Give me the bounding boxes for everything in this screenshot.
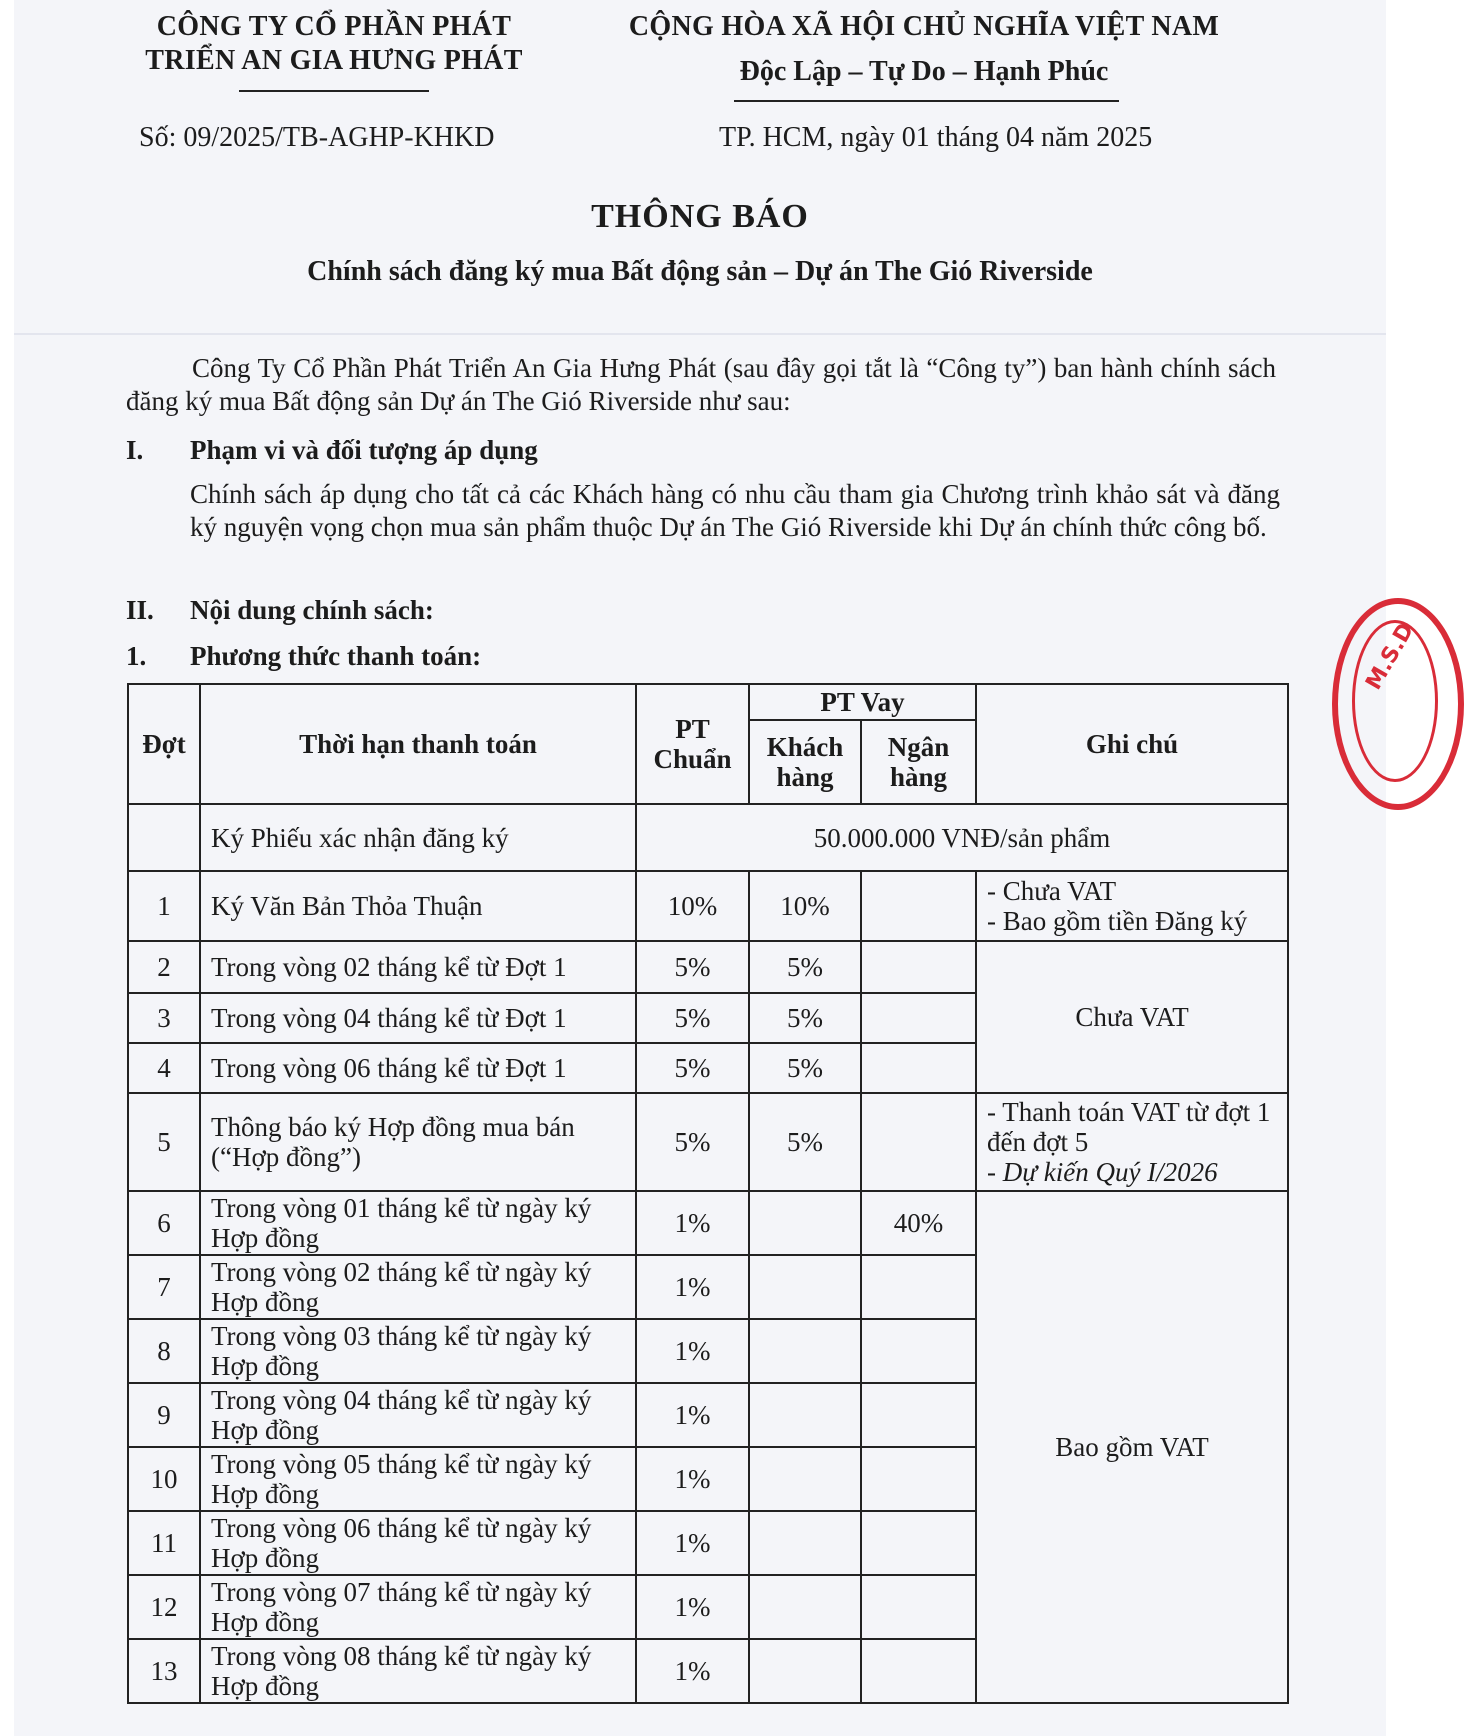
document-page bbox=[14, 0, 1420, 1736]
company-name bbox=[114, 10, 554, 78]
header-pt-vay: PT Vay bbox=[749, 684, 976, 720]
row-khach-hang bbox=[749, 1639, 861, 1703]
row-pt-chuan: 1% bbox=[636, 1255, 749, 1319]
row-pt-chuan: 5% bbox=[636, 1093, 749, 1191]
row-dot: 5 bbox=[128, 1093, 200, 1191]
nation-title: CỘNG HÒA XÃ HỘI CHỦ NGHĨA VIỆT NAM bbox=[628, 11, 1220, 42]
note-rows-2-4: Chưa VAT bbox=[976, 941, 1288, 1093]
row-pt-chuan: 1% bbox=[636, 1319, 749, 1383]
row-dot: 13 bbox=[128, 1639, 200, 1703]
table-row bbox=[128, 1093, 1288, 1191]
intro-paragraph: Công Ty Cổ Phần Phát Triển An Gia Hưng Phát (sau đây gọi tắt là “Công ty”) ban hành chính sách đăng ký mua Bất động sản Dự án The Gió Riverside như sau: bbox=[126, 353, 1276, 416]
row-khach-hang: 5% bbox=[749, 941, 861, 993]
header-ghi-chu: Ghi chú bbox=[976, 684, 1288, 804]
row-desc: Trong vòng 02 tháng kể từ Đợt 1 bbox=[200, 941, 636, 993]
row-dot: 6 bbox=[128, 1191, 200, 1255]
national-motto: Độc Lập – Tự Do – Hạnh Phúc bbox=[739, 56, 1109, 87]
row-dot: 3 bbox=[128, 993, 200, 1043]
row-desc: Trong vòng 01 tháng kể từ ngày ký Hợp đồng bbox=[200, 1191, 636, 1255]
row-khach-hang: 5% bbox=[749, 1093, 861, 1191]
row-desc: Trong vòng 03 tháng kể từ ngày ký Hợp đồng bbox=[200, 1319, 636, 1383]
row-ngan-hang bbox=[861, 871, 976, 941]
header-khach-hang: Khách hàng bbox=[749, 720, 861, 804]
seal-text: M.S.D bbox=[1361, 618, 1420, 695]
row-desc: Trong vòng 04 tháng kể từ Đợt 1 bbox=[200, 993, 636, 1043]
row-desc: Trong vòng 07 tháng kể từ ngày ký Hợp đồng bbox=[200, 1575, 636, 1639]
row-khach-hang bbox=[749, 1511, 861, 1575]
row-desc: Thông báo ký Hợp đồng mua bán (“Hợp đồng”) bbox=[200, 1093, 636, 1191]
row-ngan-hang bbox=[861, 1319, 976, 1383]
section-1-body: Chính sách áp dụng cho tất cả các Khách hàng có nhu cầu tham gia Chương trình khảo sát và đăng ký nguyện vọng chọn mua sản phẩm thuộc Dự án The Gió Riverside khi Dự án chính thức công bố. bbox=[190, 479, 1280, 542]
row-ngan-hang bbox=[861, 993, 976, 1043]
row-desc: Trong vòng 02 tháng kể từ ngày ký Hợp đồng bbox=[200, 1255, 636, 1319]
company-seal-stamp bbox=[1332, 598, 1464, 810]
note-bao-gom-dang-ky: - Bao gồm tiền Đăng ký bbox=[987, 906, 1248, 936]
row-pt-chuan: 1% bbox=[636, 1191, 749, 1255]
row-desc: Trong vòng 04 tháng kể từ ngày ký Hợp đồng bbox=[200, 1383, 636, 1447]
document-date: TP. HCM, ngày 01 tháng 04 năm 2025 bbox=[719, 122, 1153, 153]
header-pt-chuan: PT Chuẩn bbox=[636, 684, 749, 804]
table-header-row bbox=[128, 684, 1288, 720]
header-ngan-hang: Ngân hàng bbox=[861, 720, 976, 804]
row-khach-hang bbox=[749, 1319, 861, 1383]
note-chua-vat: - Chưa VAT bbox=[987, 876, 1117, 906]
row-desc: Trong vòng 05 tháng kể từ ngày ký Hợp đồng bbox=[200, 1447, 636, 1511]
row-khach-hang bbox=[749, 1575, 861, 1639]
deposit-amount: 50.000.000 VNĐ/sản phẩm bbox=[636, 804, 1288, 871]
row-ngan-hang bbox=[861, 1639, 976, 1703]
row-pt-chuan: 5% bbox=[636, 993, 749, 1043]
company-underline bbox=[239, 90, 429, 92]
row-ngan-hang bbox=[861, 1511, 976, 1575]
row-khach-hang bbox=[749, 1255, 861, 1319]
company-name-line1: CÔNG TY CỔ PHẦN PHÁT bbox=[156, 11, 512, 42]
section-1-number: I. bbox=[126, 435, 144, 465]
section-2-heading: Nội dung chính sách: bbox=[190, 595, 434, 625]
row-pt-chuan: 1% bbox=[636, 1639, 749, 1703]
row-dot: 4 bbox=[128, 1043, 200, 1093]
document-number: Số: 09/2025/TB-AGHP-KHKD bbox=[139, 122, 495, 153]
header-dot: Đợt bbox=[128, 684, 200, 804]
deposit-label: Ký Phiếu xác nhận đăng ký bbox=[200, 804, 636, 871]
table-row bbox=[128, 1191, 1288, 1255]
row-dot: 9 bbox=[128, 1383, 200, 1447]
row-note bbox=[976, 871, 1288, 941]
row-ngan-hang bbox=[861, 1447, 976, 1511]
note-rows-6-13: Bao gồm VAT bbox=[976, 1191, 1288, 1703]
row-dot: 10 bbox=[128, 1447, 200, 1511]
document-title: THÔNG BÁO bbox=[591, 198, 809, 235]
row-pt-chuan: 5% bbox=[636, 941, 749, 993]
note-du-kien: - Dự kiến Quý I/2026 bbox=[987, 1157, 1218, 1187]
note-thanh-toan-vat: - Thanh toán VAT từ đợt 1 đến đợt 5 bbox=[987, 1097, 1271, 1157]
row-pt-chuan: 5% bbox=[636, 1043, 749, 1093]
row-desc: Trong vòng 06 tháng kể từ Đợt 1 bbox=[200, 1043, 636, 1093]
section-2-1-number: 1. bbox=[126, 641, 147, 671]
row-desc: Trong vòng 08 tháng kể từ ngày ký Hợp đồng bbox=[200, 1639, 636, 1703]
row-khach-hang: 5% bbox=[749, 993, 861, 1043]
row-desc: Ký Văn Bản Thỏa Thuận bbox=[200, 871, 636, 941]
row-khach-hang: 10% bbox=[749, 871, 861, 941]
table-row bbox=[128, 941, 1288, 993]
row-ngan-hang bbox=[861, 1093, 976, 1191]
section-2-1-heading: Phương thức thanh toán: bbox=[190, 641, 482, 671]
row-ngan-hang bbox=[861, 1575, 976, 1639]
row-dot: 12 bbox=[128, 1575, 200, 1639]
row-pt-chuan: 1% bbox=[636, 1383, 749, 1447]
page-fold-line bbox=[14, 333, 1386, 335]
payment-schedule-table bbox=[127, 683, 1289, 1704]
row-khach-hang bbox=[749, 1447, 861, 1511]
row-dot: 8 bbox=[128, 1319, 200, 1383]
row-pt-chuan: 1% bbox=[636, 1511, 749, 1575]
row-ngan-hang bbox=[861, 941, 976, 993]
document-subtitle: Chính sách đăng ký mua Bất động sản – Dự án The Gió Riverside bbox=[307, 256, 1093, 287]
row-dot: 7 bbox=[128, 1255, 200, 1319]
row-ngan-hang bbox=[861, 1043, 976, 1093]
row-khach-hang bbox=[749, 1191, 861, 1255]
table-row-deposit bbox=[128, 804, 1288, 871]
company-name-line2: TRIỂN AN GIA HƯNG PHÁT bbox=[145, 45, 523, 76]
motto-underline bbox=[734, 100, 1119, 102]
row-khach-hang bbox=[749, 1383, 861, 1447]
row-dot: 1 bbox=[128, 871, 200, 941]
row-ngan-hang bbox=[861, 1255, 976, 1319]
row-note bbox=[976, 1093, 1288, 1191]
section-1-heading: Phạm vi và đối tượng áp dụng bbox=[190, 435, 538, 465]
row-ngan-hang bbox=[861, 1383, 976, 1447]
row-pt-chuan: 1% bbox=[636, 1575, 749, 1639]
row-khach-hang: 5% bbox=[749, 1043, 861, 1093]
row-desc: Trong vòng 06 tháng kể từ ngày ký Hợp đồng bbox=[200, 1511, 636, 1575]
row-dot: 2 bbox=[128, 941, 200, 993]
row-pt-chuan: 1% bbox=[636, 1447, 749, 1511]
table-row bbox=[128, 871, 1288, 941]
section-2-number: II. bbox=[126, 595, 154, 625]
row-pt-chuan: 10% bbox=[636, 871, 749, 941]
header-thoi-han: Thời hạn thanh toán bbox=[200, 684, 636, 804]
row-dot: 11 bbox=[128, 1511, 200, 1575]
row-ngan-hang: 40% bbox=[861, 1191, 976, 1255]
